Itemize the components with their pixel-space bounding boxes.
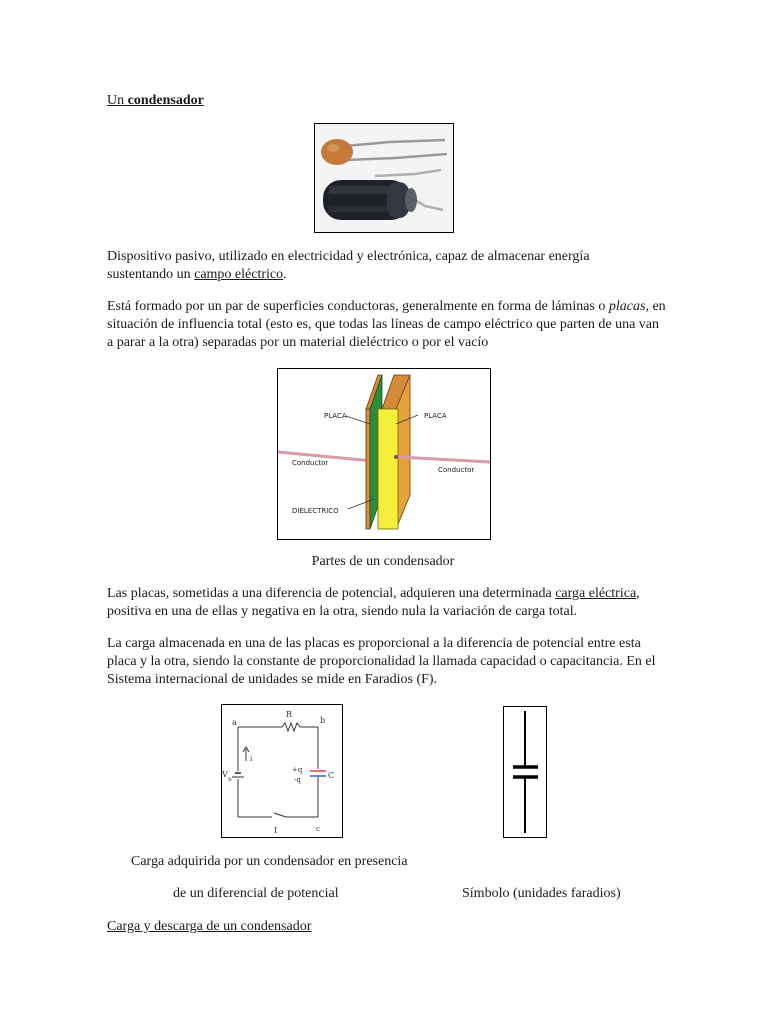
section-heading: Carga y descarga de un condensador — [107, 919, 312, 934]
paragraph-charge — [107, 585, 667, 621]
resistor-symbol — [282, 723, 300, 731]
node-label-c: c — [316, 825, 320, 833]
current-label: i — [250, 755, 253, 763]
placas-italic: placas — [608, 299, 646, 314]
node-label-b: b — [320, 716, 326, 725]
conductor-wire-right — [398, 457, 490, 462]
label-conductor-right: Conductor — [438, 466, 475, 474]
paragraph-capacitance: La carga almacenada en una de las placas es proporcional a la diferencia de potencial entre esta placa y la otra, siendo la constante de proporcionalidad la llamada capacidad o capacitancia. En el Sistema internacional de unidades se mide en Faradios (F). — [107, 636, 656, 687]
capacitor-photo — [314, 123, 454, 233]
label-placa-left: PLACA — [324, 412, 347, 420]
paragraph-definition — [107, 248, 657, 284]
paragraph3-text-a: Las placas, sometidas a una diferencia de potencial, adquieren una determinada — [107, 586, 556, 601]
charging-circuit-diagram — [221, 704, 343, 838]
circuit-caption-line1: Carga adquirida por un condensador en presencia — [131, 854, 408, 869]
circuit-caption-line2: de un diferencial de potencial — [173, 886, 339, 901]
switch-symbol — [274, 813, 286, 817]
capacitor-label: C — [328, 771, 335, 780]
figure1-caption: Partes de un condensador — [311, 554, 455, 569]
voltage-subscript: B — [228, 777, 232, 783]
paragraph3-text-b: , positiva en una de ellas y negativa en la otra, siendo nula la variación de carga total. — [107, 586, 640, 619]
node-label-a: a — [232, 718, 237, 727]
capacitor-symbol-box — [503, 706, 547, 838]
paragraph1-text-a: Dispositivo pasivo, utilizado en electricidad y electrónica, capaz de almacenar energía sustentando un — [107, 249, 590, 282]
minus-q-label: -q — [294, 776, 301, 784]
plus-q-label: +q — [292, 766, 303, 774]
paragraph2-text-b: , en situación de influencia total (esto es, que todas las líneas de campo eléctrico que parten de una van a parar a la otra) separadas por un material dieléctrico o por el vacío — [107, 299, 666, 350]
capacitor-parts-diagram — [277, 368, 491, 540]
symbol-caption: Símbolo (unidades faradios) — [462, 886, 621, 901]
paragraph1-text-b: . — [283, 267, 287, 282]
label-conductor-left: Conductor — [292, 459, 329, 467]
voltage-label: V — [222, 770, 228, 779]
resistor-label: R — [286, 710, 293, 719]
label-dielectrico: DIELECTRICO — [292, 507, 339, 515]
paragraph2-text-a: Está formado por un par de superficies conductoras, generalmente en forma de láminas o — [107, 299, 609, 314]
carga-electrica-link[interactable]: carga eléctrica — [555, 586, 637, 601]
heading-bold: condensador — [127, 93, 204, 108]
heading-prefix: Un — [107, 93, 125, 108]
paragraph-structure — [107, 298, 667, 352]
campo-electrico-link[interactable]: campo eléctrico — [194, 267, 284, 282]
label-placa-right: PLACA — [424, 412, 447, 420]
switch-label: I — [274, 826, 278, 835]
page-heading — [107, 92, 204, 110]
